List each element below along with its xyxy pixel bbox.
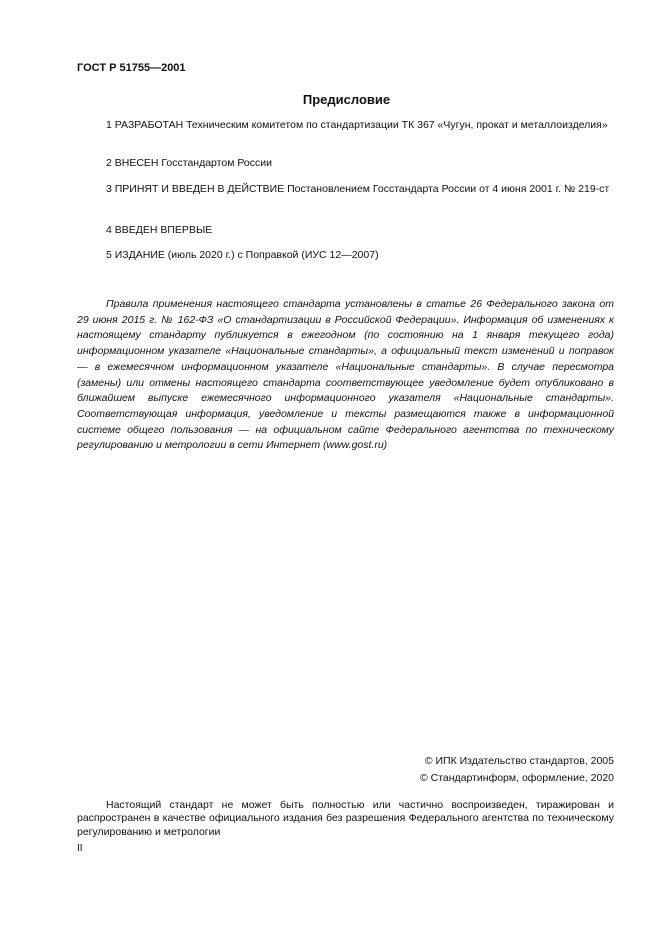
foreword-item-3: 3 ПРИНЯТ И ВВЕДЕН В ДЕЙСТВИЕ Постановлением Госстандарта России от 4 июня 2001 г. № 219-ст (106, 183, 610, 195)
copyright-line-2: © Стандартинформ, оформление, 2020 (419, 772, 614, 784)
page-title: Предисловие (302, 92, 391, 107)
page-number: II (77, 843, 83, 854)
foreword-item-4: 4 ВВЕДЕН ВПЕРВЫЕ (106, 224, 213, 236)
foreword-item-1: 1 РАЗРАБОТАН Техническим комитетом по стандартизации ТК 367 «Чугун, прокат и металлоизделия» (106, 119, 608, 131)
copyright-line-1: © ИПК Издательство стандартов, 2005 (424, 755, 614, 767)
copyright-block (420, 753, 614, 787)
foreword-item-5: 5 ИЗДАНИЕ (июль 2020 г.) с Поправкой (ИУС 12—2007) (106, 249, 379, 261)
reproduction-notice: Настоящий стандарт не может быть полностью или частично воспроизведен, тиражирован и распространен в качестве официального издания без разрешения Федерального агентства по техническому регулированию и метрологии (77, 799, 614, 838)
legal-notice: Правила применения настоящего стандарта установлены в статье 26 Федерального закона от 29 июня 2015 г. № 162-ФЗ «О стандартизации в Российской Федерации». Информация об изменениях к настоящему стандарту публикуется в ежегодном (по состоянию на 1 января текущего года) информационном указателе «Национальные стандарты», а официальный текст изменений и поправок — в ежемесячном информационном указателе «Национальные стандарты». В случае пересмотра (замены) или отмены настоящего стандарта соответствующее уведомление будет опубликовано в ближайшем выпуске ежемесячного информационного указателя «Национальные стандарты». Соответствующая информация, уведомление и тексты размещаются также в информационной системе общего пользования — на официальном сайте Федерального агентства по техническому регулированию и метрологии в сети Интернет (www.gost.ru) (77, 298, 614, 452)
document-code: ГОСТ Р 51755—2001 (77, 62, 186, 74)
foreword-item-2: 2 ВНЕСЕН Госстандартом России (106, 157, 272, 169)
